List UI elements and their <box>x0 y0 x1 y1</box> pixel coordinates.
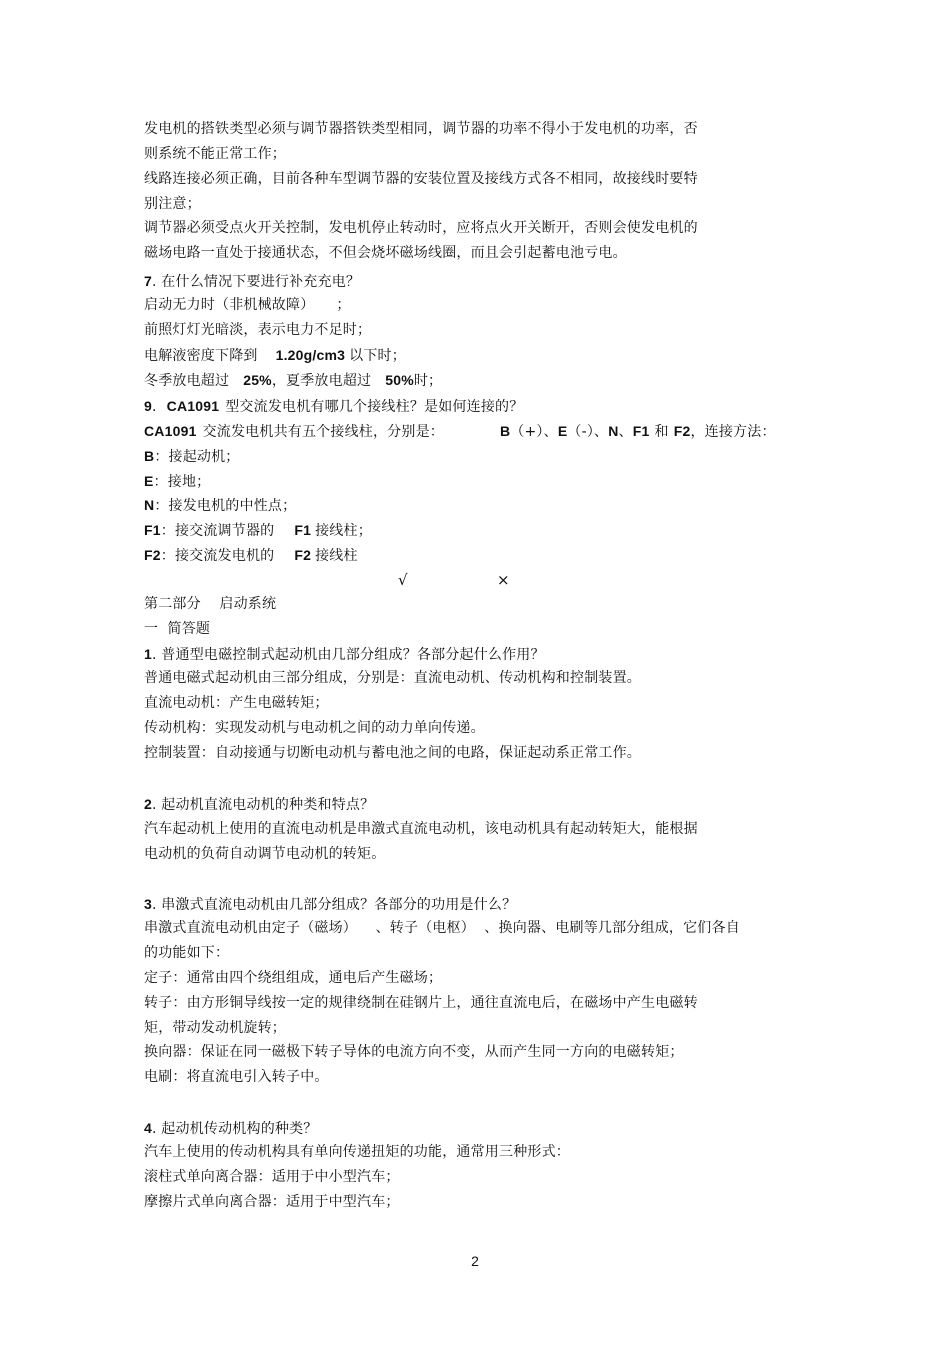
model-name: CA1091 <box>166 398 220 414</box>
answer-line: 转子：由方形铜导线按一定的规律绕制在硅钢片上，通往直流电后，在磁场中产生电磁转 <box>144 995 698 1011</box>
answer-line: 直流电动机：产生电磁转矩； <box>144 695 329 711</box>
note-line: 磁场电路一直处于接通状态，不但会烧坏磁场线圈，而且会引起蓄电池亏电。 <box>144 245 627 261</box>
question-text: . 在什么情况下要进行补充充电？ <box>152 274 361 290</box>
question-number: 1 <box>144 646 152 662</box>
answer-line: 汽车上使用的传动机构具有单向传递扭矩的功能，通常用三种形式： <box>144 1144 570 1160</box>
question-9-title <box>144 397 523 415</box>
answer-text: 启动无力时（非机械故障） <box>144 297 315 313</box>
answer-text: 电解液密度下降到 <box>144 348 258 364</box>
terminal-label: F1 <box>144 522 161 538</box>
intro-text: 交流发电机共有五个接线柱，分别是： <box>202 424 444 440</box>
question-4-title <box>144 1119 318 1137</box>
note-line: 发电机的搭铁类型必须与调节器搭铁类型相同，调节器的功率不得小于发电机的功率，否 <box>144 121 698 137</box>
terminal-n: N <box>608 423 619 439</box>
answer-punct: ； <box>336 297 351 313</box>
answer-line: 摩擦片式单向离合器：适用于中型汽车； <box>144 1194 400 1210</box>
terminal-label: N <box>144 497 155 513</box>
terminal-f2: F2 <box>673 423 691 439</box>
question-text: . 串激式直流电动机由几部分组成？各部分的功用是什么？ <box>152 897 517 913</box>
cross-mark: × <box>497 571 510 589</box>
terminal-desc: 接线柱 <box>315 548 358 564</box>
answer-line: 汽车起动机上使用的直流电动机是串激式直流电动机，该电动机具有起动转矩大，能根据 <box>144 821 698 837</box>
question-text: 型交流发电机有哪几个接线柱？是如何连接的？ <box>225 399 524 415</box>
question-text: . 起动机传动机构的种类？ <box>152 1121 318 1137</box>
terminal-e: E <box>557 423 568 439</box>
intro-end: ，连接方法： <box>690 424 776 440</box>
answer-line <box>144 346 406 364</box>
question-punct: . <box>152 399 157 415</box>
question-2-title <box>144 795 374 813</box>
answer-text: ，夏季放电超过 <box>271 373 372 389</box>
terminal-desc: ：接交流发电机的 <box>160 548 275 564</box>
answer-text: 时； <box>413 373 443 389</box>
terminal-f2-line <box>144 546 358 564</box>
answer-text: 以下时； <box>349 348 406 364</box>
note-line: 则系统不能正常工作； <box>144 146 286 162</box>
model-name: CA1091 <box>144 423 197 439</box>
question-1-title <box>144 645 545 663</box>
answer-line: 控制装置：自动接通与切断电动机与蓄电池之间的电路，保证起动系正常工作。 <box>144 745 641 761</box>
answer-line: 普通电磁式起动机由三部分组成，分别是：直流电动机、传动机构和控制装置。 <box>144 670 641 686</box>
note-line: 别注意； <box>144 196 201 212</box>
part-heading: 第二部分 启动系统 <box>144 596 277 612</box>
terminal-desc: ：接交流调节器的 <box>160 523 275 539</box>
answer-line: 串激式直流电动机由定子（磁场） 、转子（电枢） 、换向器、电刷等几部分组成，它们各自 <box>144 920 740 936</box>
section-heading: 一 简答题 <box>144 621 211 637</box>
question-number: 7 <box>144 273 152 289</box>
answer-line: 滚柱式单向离合器：适用于中小型汽车； <box>144 1169 400 1185</box>
terminal-b: B <box>499 423 511 439</box>
question-3-title <box>144 895 516 913</box>
check-mark: √ <box>398 571 408 589</box>
terminal-f1: F1 <box>632 423 650 439</box>
terminal-intro <box>144 422 776 440</box>
answer-line: 矩，带动发动机旋转； <box>144 1020 286 1036</box>
terminal-desc: 接线柱； <box>315 523 372 539</box>
note-line: 调节器必须受点火开关控制，发电机停止转动时，应将点火开关断开，否则会使发电机的 <box>144 220 698 236</box>
question-7-title <box>144 272 360 290</box>
answer-line <box>144 296 351 314</box>
terminal-desc: ：接起动机； <box>154 449 240 465</box>
terminal-label: B <box>144 448 155 464</box>
terminal-sign: （-）、 <box>567 424 609 440</box>
answer-line: 传动机构：实现发动机与电动机之间的动力单向传递。 <box>144 720 485 736</box>
answer-line: 电动机的负荷自动调节电动机的转矩。 <box>144 846 386 862</box>
terminal-ref: F1 <box>294 522 312 538</box>
summer-value: 50% <box>385 372 414 388</box>
answer-line: 换向器：保证在同一磁极下转子导体的电流方向不变，从而产生同一方向的电磁转矩； <box>144 1044 684 1060</box>
question-text: . 普通型电磁控制式起动机由几部分组成？各部分起什么作用？ <box>152 647 545 663</box>
terminal-f1-line <box>144 521 372 539</box>
question-number: 4 <box>144 1120 152 1136</box>
separator: 、 <box>618 424 633 440</box>
question-text: . 起动机直流电动机的种类和特点？ <box>152 797 375 813</box>
note-line: 线路连接必须正确，目前各种车型调节器的安装位置及接线方式各不相同，故接线时要特 <box>144 171 698 187</box>
terminal-ref: F2 <box>294 547 312 563</box>
page-number: 2 <box>471 1253 479 1269</box>
question-number: 9 <box>144 398 152 414</box>
answer-line: 电刷：将直流电引入转子中。 <box>144 1069 329 1085</box>
answer-line <box>144 371 442 389</box>
terminal-b-line <box>144 447 240 465</box>
terminal-label: F2 <box>144 547 161 563</box>
density-value: 1.20g/cm3 <box>275 347 346 363</box>
terminal-label: E <box>144 473 154 489</box>
answer-line: 定子：通常由四个绕组组成，通电后产生磁场； <box>144 970 443 986</box>
answer-line: 的功能如下： <box>144 945 230 961</box>
terminal-sign: （+）、 <box>510 424 558 440</box>
conjunction: 和 <box>654 424 669 440</box>
question-number: 2 <box>144 796 152 812</box>
terminal-desc: ：接发电机的中性点； <box>154 498 297 514</box>
terminal-n-line <box>144 496 296 514</box>
terminal-e-line <box>144 472 210 490</box>
winter-value: 25% <box>243 372 272 388</box>
question-number: 3 <box>144 896 152 912</box>
answer-text: 冬季放电超过 <box>144 373 230 389</box>
terminal-desc: ：接地； <box>153 474 211 490</box>
answer-line: 前照灯灯光暗淡，表示电力不足时； <box>144 322 372 338</box>
